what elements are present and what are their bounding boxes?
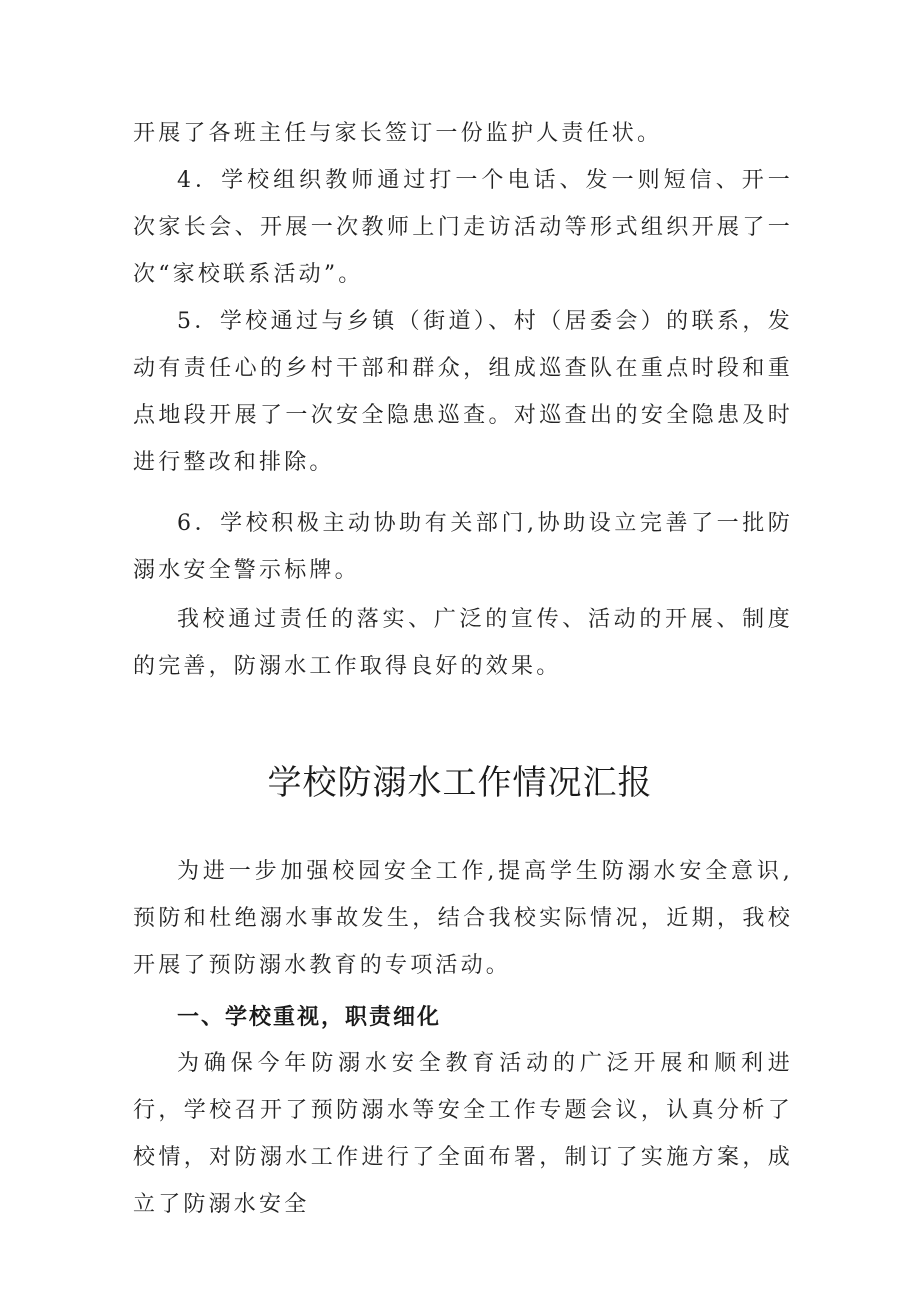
paragraph-continuation: 开展了各班主任与家长签订一份监护人责任状。 bbox=[133, 121, 663, 146]
paragraph-intro: 为进一步加强校园安全工作,提高学生防溺水安全意识,预防和杜绝溺水事故发生，结合我校实际情况，近期，我校开展了预防溺水教育的专项活动。 bbox=[133, 859, 793, 978]
paragraph-item-5: 5．学校通过与乡镇（街道）、村（居委会）的联系，发动有责任心的乡村干部和群众，组成巡查队在重点时段和重点地段开展了一次安全隐患巡查。对巡查出的安全隐患及时进行整改和排除。 bbox=[133, 309, 793, 475]
paragraph-body-1: 为确保今年防溺水安全教育活动的广泛开展和顺利进行，学校召开了预防溺水等安全工作专题会议，认真分析了校情，对防溺水工作进行了全面布署，制订了实施方案，成立了防溺水安全 bbox=[133, 1051, 793, 1217]
paragraph-item-6: 6．学校积极主动协助有关部门,协助设立完善了一批防溺水安全警示标牌。 bbox=[133, 511, 793, 583]
paragraph-item-4: 4．学校组织教师通过打一个电话、发一则短信、开一次家长会、开展一次教师上门走访活动等形式组织开展了一次“家校联系活动”。 bbox=[133, 168, 793, 287]
paragraph-summary: 我校通过责任的落实、广泛的宣传、活动的开展、制度的完善，防溺水工作取得良好的效果。 bbox=[133, 607, 793, 679]
section-heading-1: 一、学校重视，职责细化 bbox=[177, 1005, 442, 1030]
document-title: 学校防溺水工作情况汇报 bbox=[267, 763, 653, 803]
